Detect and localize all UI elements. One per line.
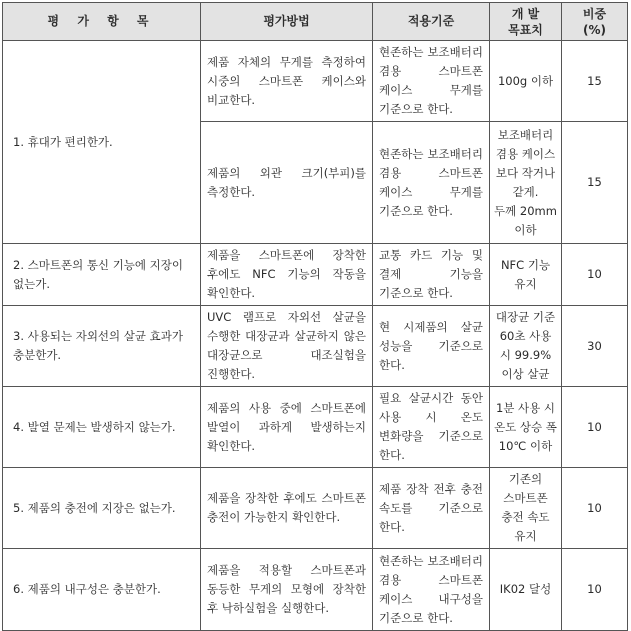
- target-cell: 대장균 기준 60초 사용 시 99.9% 이상 살균: [490, 306, 562, 387]
- header-target-line2: 목표치: [508, 22, 543, 37]
- table-row: [3, 387, 628, 468]
- method-cell: 제품을 장착한 후에도 스마트폰 충전이 가능한지 확인한다.: [201, 468, 373, 549]
- table-row: [3, 244, 628, 306]
- header-weight-line1: 비중: [582, 6, 607, 21]
- target-extra-text: 두께 20mm 이하: [494, 203, 557, 237]
- weight-cell: 10: [562, 387, 628, 468]
- weight-cell: 30: [562, 306, 628, 387]
- criteria-cell: 현존하는 보조배터리 겸용 스마트폰 케이스 무게를 기준으로 한다.: [373, 41, 490, 122]
- weight-cell: 10: [562, 549, 628, 631]
- header-target: [490, 3, 562, 41]
- header-method: 평가방법: [201, 3, 373, 41]
- method-cell: UVC 램프로 자외선 살균을 수행한 대장균과 살균하지 않은 대장균으로 대조실험을 진행한다.: [201, 306, 373, 387]
- evaluation-table: [2, 2, 628, 631]
- weight-cell: 15: [562, 41, 628, 122]
- target-cell: IK02 달성: [490, 549, 562, 631]
- method-cell: 제품을 적용할 스마트폰과 동등한 무게의 모형에 장착한 후 낙하실험을 실행한다.: [201, 549, 373, 631]
- header-item: 평 가 항 목: [3, 3, 201, 41]
- item-cell: 3. 사용되는 자외선의 살균 효과가 충분한가.: [3, 306, 201, 387]
- method-cell: 제품 자체의 무게를 측정하여 시중의 스마트폰 케이스와 비교한다.: [201, 41, 373, 122]
- item-cell: 1. 휴대가 편리한가.: [3, 41, 201, 244]
- target-cell: 1분 사용 시 온도 상승 폭 10℃ 이하: [490, 387, 562, 468]
- table-row: [3, 549, 628, 631]
- table-row: [3, 468, 628, 549]
- weight-cell: 15: [562, 122, 628, 244]
- item-cell: 5. 제품의 충전에 지장은 없는가.: [3, 468, 201, 549]
- weight-cell: 10: [562, 244, 628, 306]
- criteria-cell: 현존하는 보조배터리 겸용 스마트폰 케이스 무게를 기준으로 한다.: [373, 122, 490, 244]
- item-cell: 2. 스마트폰의 통신 기능에 지장이 없는가.: [3, 244, 201, 306]
- header-criteria: 적용기준: [373, 3, 490, 41]
- header-weight: [562, 3, 628, 41]
- header-target-line1: 개 발: [511, 6, 540, 21]
- header-weight-line2: (%): [583, 22, 606, 37]
- target-cell: [490, 122, 562, 244]
- table-row: [3, 41, 628, 122]
- criteria-cell: 제품 장착 전후 충전 속도를 기준으로 한다.: [373, 468, 490, 549]
- target-cell: NFC 기능 유지: [490, 244, 562, 306]
- criteria-cell: 교통 카드 기능 및 결제 기능을 기준으로 한다.: [373, 244, 490, 306]
- item-cell: 6. 제품의 내구성은 충분한가.: [3, 549, 201, 631]
- target-cell: 기존의 스마트폰 충전 속도 유지: [490, 468, 562, 549]
- weight-cell: 10: [562, 468, 628, 549]
- header-row: [3, 3, 628, 41]
- table-row: [3, 306, 628, 387]
- criteria-cell: 현 시제품의 살균 성능을 기준으로 한다.: [373, 306, 490, 387]
- method-cell: 제품을 스마트폰에 장착한 후에도 NFC 기능의 작동을 확인한다.: [201, 244, 373, 306]
- method-cell: 제품의 외관 크기(부피)를 측정한다.: [201, 122, 373, 244]
- method-cell: 제품의 사용 중에 스마트폰에 발열이 과하게 발생하는지 확인한다.: [201, 387, 373, 468]
- target-text: 보조배터리 겸용 케이스 보다 작거나 같게.: [495, 127, 556, 199]
- criteria-cell: 필요 살균시간 동안 사용 시 온도 변화량을 기준으로 한다.: [373, 387, 490, 468]
- target-cell: 100g 이하: [490, 41, 562, 122]
- criteria-cell: 현존하는 보조배터리 겸용 스마트폰 케이스 내구성을 기준으로 한다.: [373, 549, 490, 631]
- item-cell: 4. 발열 문제는 발생하지 않는가.: [3, 387, 201, 468]
